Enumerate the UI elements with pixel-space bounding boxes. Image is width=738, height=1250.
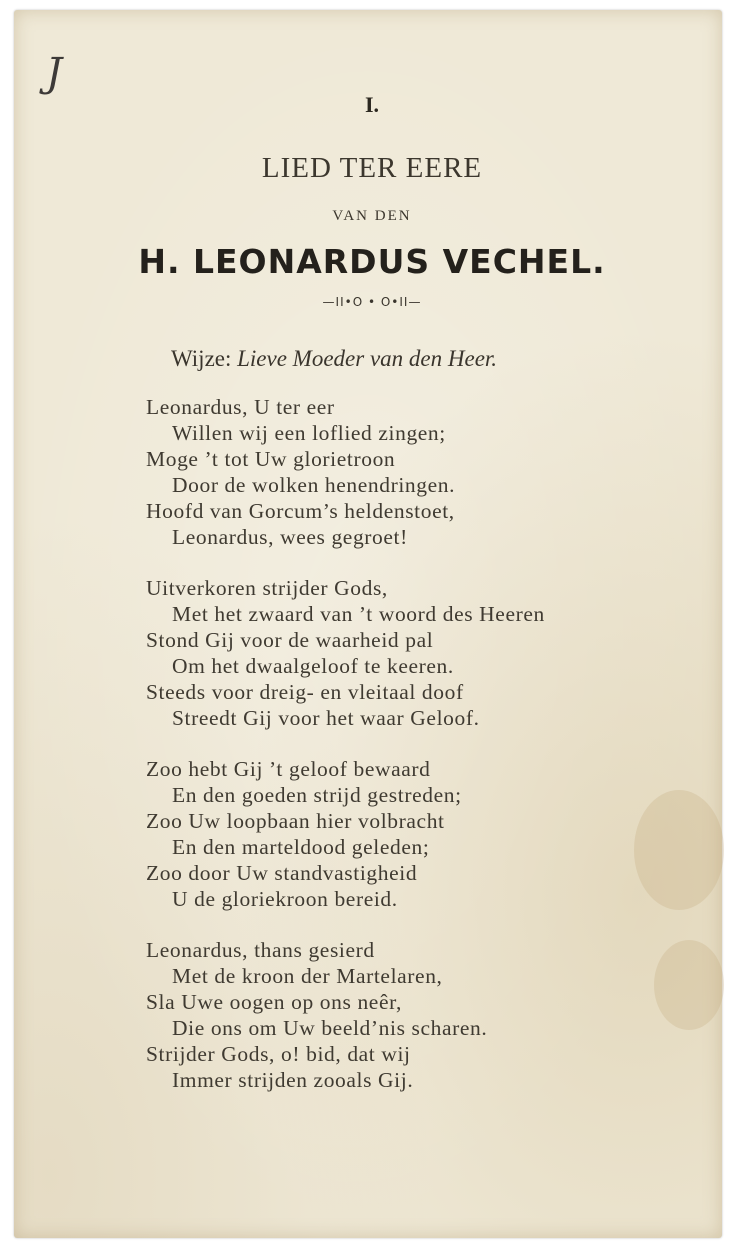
document-page [14, 10, 722, 1238]
verse-line: Die ons om Uw beeld’nis scharen. [172, 1016, 488, 1040]
verse-line: Uitverkoren strijder Gods, [146, 576, 388, 600]
verse-line: Moge ’t tot Uw glorietroon [146, 447, 396, 471]
melody-prefix: Wijze: [171, 346, 238, 371]
verse-line: Leonardus, wees gegroet! [172, 525, 408, 549]
verse-line: Zoo hebt Gij ’t geloof bewaard [146, 757, 431, 781]
song-number: I. [364, 92, 380, 117]
paper-stain [634, 790, 724, 910]
verse-line: Steeds voor dreig- en vleitaal doof [146, 680, 464, 704]
verse-line: Willen wij een loflied zingen; [172, 421, 446, 445]
title-line-3: H. LEONARDUS VECHEL. [138, 242, 606, 281]
title-line-2: VAN DEN [332, 208, 412, 224]
verse-line: Streedt Gij voor het waar Geloof. [172, 706, 480, 730]
verse-line: En den marteldood geleden; [172, 835, 430, 859]
verse-line: Sla Uwe oogen op ons neêr, [146, 990, 402, 1014]
verse-4 [146, 937, 487, 1093]
verse-line: Met de kroon der Martelaren, [172, 964, 443, 988]
verse-line: Immer strijden zooals Gij. [172, 1068, 414, 1092]
verse-1 [146, 394, 455, 550]
verse-line: Met het zwaard van ’t woord des Heeren [172, 602, 545, 626]
verse-line: En den goeden strijd gestreden; [172, 783, 462, 807]
verse-line: Strijder Gods, o! bid, dat wij [146, 1042, 411, 1066]
verse-line: Stond Gij voor de waarheid pal [146, 628, 434, 652]
verse-line: Door de wolken henendringen. [172, 473, 456, 497]
verse-line: Om het dwaalgeloof te keeren. [172, 654, 454, 678]
verse-2 [146, 575, 545, 731]
ornament-divider: —II•O • O•II— [322, 295, 422, 309]
verse-line: Leonardus, thans gesierd [146, 938, 375, 962]
title-line-1: LIED TER EERE [261, 152, 483, 184]
handwritten-mark: J [46, 50, 63, 96]
verse-line: Zoo Uw loopbaan hier volbracht [146, 809, 445, 833]
paper-stain [654, 940, 724, 1030]
verse-line: U de gloriekroon bereid. [172, 887, 398, 911]
verse-line: Hoofd van Gorcum’s heldenstoet, [146, 499, 455, 523]
verse-line: Leonardus, U ter eer [146, 395, 335, 419]
melody-line [171, 346, 497, 372]
melody-name: Lieve Moeder van den Heer. [237, 346, 498, 371]
verse-3 [146, 756, 462, 912]
verse-line: Zoo door Uw standvastigheid [146, 861, 418, 885]
